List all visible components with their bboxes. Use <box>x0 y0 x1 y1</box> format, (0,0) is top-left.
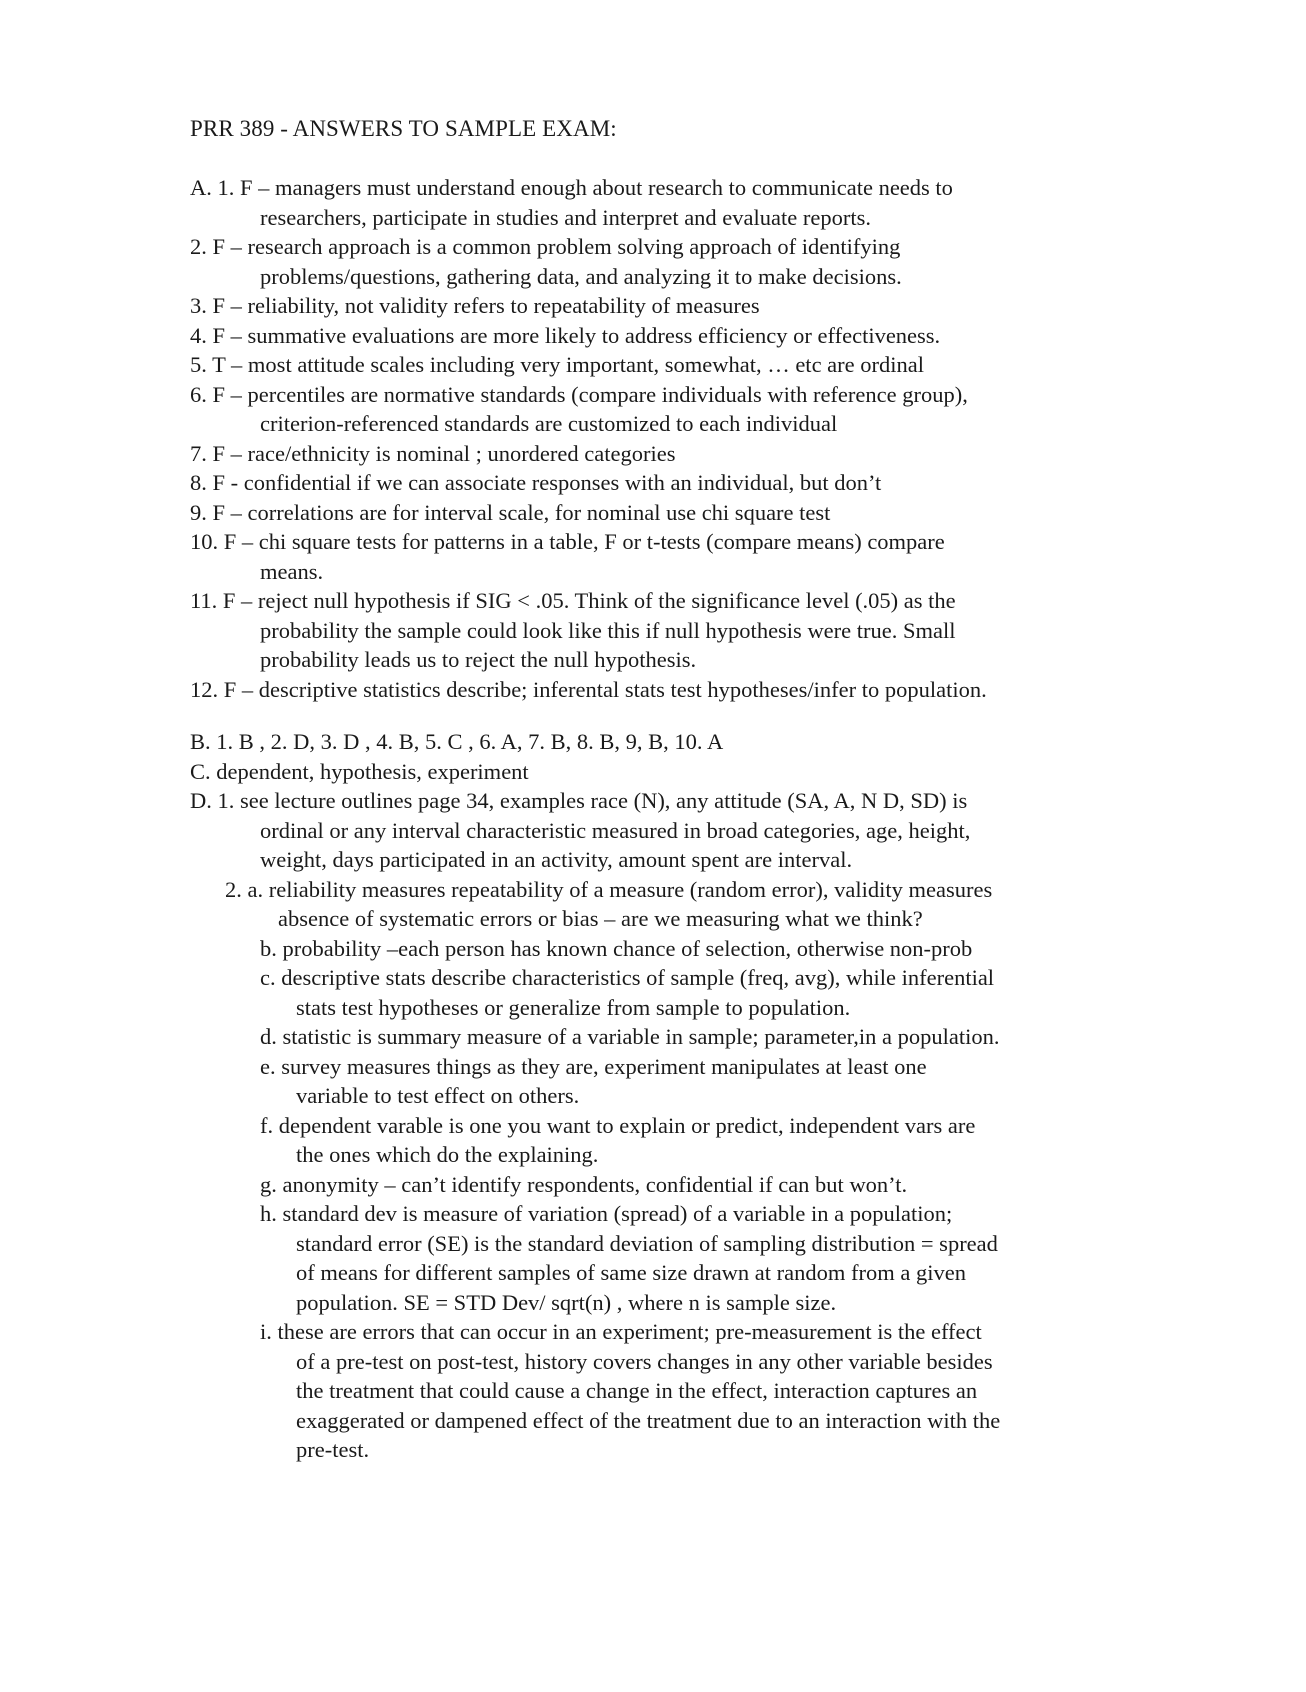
section-a-answers <box>190 173 1130 704</box>
answer-item <box>190 675 1130 705</box>
item-text: c. descriptive stats describe characteristics of sample (freq, avg), while inferential <box>260 965 995 990</box>
section-bcd-answers <box>190 727 1130 1465</box>
answer-item <box>190 350 1130 380</box>
item-text: 2. a. reliability measures repeatability of a measure (random error), validity measures <box>225 876 993 902</box>
item-text: 12. F – descriptive statistics describe; inferental stats test hypotheses/infer to population. <box>190 676 987 702</box>
sub-answer-item <box>190 1317 1130 1465</box>
section-c-answers: C. dependent, hypothesis, experiment <box>190 758 529 784</box>
sub-answer-item <box>190 934 1130 964</box>
item-text-continuation: probability the sample could look like this if null hypothesis were true. Small <box>260 617 956 643</box>
sub-answer-item <box>190 1052 1130 1111</box>
item-text: e. survey measures things as they are, experiment manipulates at least one <box>260 1053 927 1079</box>
item-text: 4. F – summative evaluations are more likely to address efficiency or effectiveness. <box>190 322 941 348</box>
section-b-answers: B. 1. B , 2. D, 3. D , 4. B, 5. C , 6. A, 7. B, 8. B, 9, B, 10. A <box>190 729 724 754</box>
item-text-continuation: of a pre-test on post-test, history covers changes in any other variable besides <box>296 1348 993 1374</box>
item-text-continuation: means. <box>260 558 324 584</box>
sub-answer-item <box>190 1022 1130 1052</box>
item-text: f. dependent varable is one you want to explain or predict, independent vars are <box>260 1112 976 1138</box>
item-text: 10. F – chi square tests for patterns in a table, F or t-tests (compare means) compare <box>190 529 945 554</box>
sub-answer-item <box>190 963 1130 1022</box>
item-text-continuation: problems/questions, gathering data, and analyzing it to make decisions. <box>260 263 902 289</box>
sub-answer-item <box>190 1111 1130 1170</box>
item-text-continuation: weight, days participated in an activity, amount spent are interval. <box>260 847 853 872</box>
item-text-continuation: the treatment that could cause a change in the effect, interaction captures an <box>296 1378 978 1403</box>
answer-item <box>190 321 1130 351</box>
answer-item <box>190 468 1130 498</box>
answer-item <box>190 291 1130 321</box>
item-text-continuation: of means for different samples of same size drawn at random from a given <box>296 1260 966 1285</box>
item-text-continuation: pre-test. <box>296 1437 370 1462</box>
item-text-continuation: ordinal or any interval characteristic measured in broad categories, age, height, <box>260 817 971 843</box>
item-text-continuation: researchers, participate in studies and interpret and evaluate reports. <box>260 204 871 230</box>
item-text: i. these are errors that can occur in an experiment; pre-measurement is the effect <box>260 1319 982 1344</box>
item-text: g. anonymity – can’t identify respondents, confidential if can but won’t. <box>260 1171 908 1197</box>
item-text-continuation: the ones which do the explaining. <box>296 1142 599 1167</box>
answer-item <box>190 586 1130 675</box>
sub-answer-item <box>190 1170 1130 1200</box>
item-text-continuation: probability leads us to reject the null hypothesis. <box>260 647 697 672</box>
item-text: 9. F – correlations are for interval scale, for nominal use chi square test <box>190 499 831 525</box>
item-text: b. probability –each person has known chance of selection, otherwise non-prob <box>260 935 973 961</box>
answer-item <box>190 232 1130 291</box>
page-title: PRR 389 - ANSWERS TO SAMPLE EXAM: <box>190 116 617 141</box>
item-text-continuation: stats test hypotheses or generalize from sample to population. <box>296 994 851 1020</box>
item-text: 7. F – race/ethnicity is nominal ; unordered categories <box>190 440 676 466</box>
item-text-continuation: criterion-referenced standards are customized to each individual <box>260 411 838 436</box>
item-text-continuation: variable to test effect on others. <box>296 1083 580 1108</box>
answer-item <box>190 498 1130 528</box>
item-text: 8. F - confidential if we can associate responses with an individual, but don’t <box>190 470 882 495</box>
item-text: 2. F – research approach is a common problem solving approach of identifying <box>190 234 901 259</box>
item-text: h. standard dev is measure of variation (spread) of a variable in a population; <box>260 1201 953 1226</box>
item-text-continuation: population. SE = STD Dev/ sqrt(n) , where n is sample size. <box>296 1289 837 1315</box>
answer-item <box>190 439 1130 469</box>
answer-item <box>190 527 1130 586</box>
item-text: D. 1. see lecture outlines page 34, examples race (N), any attitude (SA, A, N D, SD) is <box>190 788 968 813</box>
item-text: 5. T – most attitude scales including very important, somewhat, … etc are ordinal <box>190 352 924 377</box>
item-text-continuation: exaggerated or dampened effect of the treatment due to an interaction with the <box>296 1407 1001 1433</box>
item-text-continuation: standard error (SE) is the standard deviation of sampling distribution = spread <box>296 1230 998 1256</box>
answer-item <box>190 173 1130 232</box>
item-text: 11. F – reject null hypothesis if SIG < .05. Think of the significance level (.05) as the <box>190 588 956 613</box>
item-text: 3. F – reliability, not validity refers to repeatability of measures <box>190 293 760 318</box>
answer-item <box>190 380 1130 439</box>
section-d-item-1 <box>190 786 1130 875</box>
item-text: d. statistic is summary measure of a variable in sample; parameter,in a population. <box>260 1024 1000 1049</box>
sub-answer-item <box>190 1199 1130 1317</box>
item-text: A. 1. F – managers must understand enough about research to communicate needs to <box>190 175 953 200</box>
item-text: 6. F – percentiles are normative standards (compare individuals with reference group), <box>190 381 968 407</box>
section-d-subitems <box>190 934 1130 1465</box>
section-d-item-2a <box>190 875 1130 934</box>
item-text-continuation: absence of systematic errors or bias – are we measuring what we think? <box>278 906 923 931</box>
